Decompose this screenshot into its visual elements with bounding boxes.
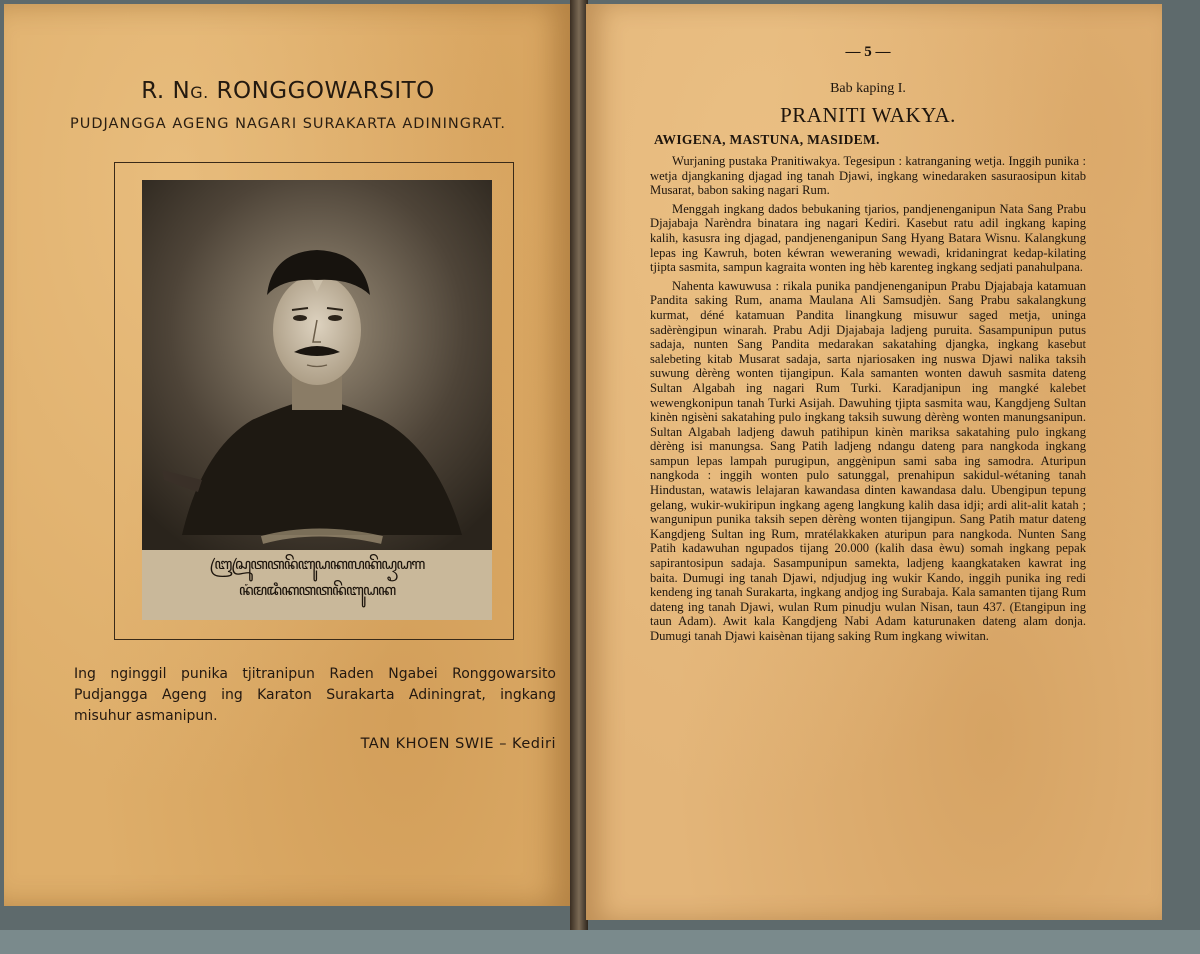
invocation: AWIGENA, MASTUNA, MASIDEM. (654, 132, 880, 147)
javanese-script-line-1: ꦧꦿꦱꦿꦸꦠꦠꦤꦼꦧꦸꦝꦏꦭꦏꦼꦝꦽꦝꦒ (209, 555, 425, 573)
paragraph: Menggah ingkang dados bebukaning tjarios, pandjenenganipun Nata Sang Prabu Djajabaja Narèndra binatara ing nagari Kediri. Kasebut ratu adil ingkang kaping kalih, kasusra ing djagad, pandjenenganipun Sang Hyang Batara Wisnu. Kalangkung lepas ing Kawruh, boten kéwran weweraning wewadi, kridaningrat kedap-kilating tjipta sasmita, sampun kagraita wonten ing hèb karenteg ingkang sedjati panahulpana. (650, 201, 1086, 275)
portrait-page-subtitle: PUDJANGGA AGENG NAGARI SURAKARTA ADININGRAT. (70, 116, 506, 132)
left-page (4, 4, 572, 906)
scanner-edge (0, 930, 1200, 954)
portrait-image (142, 180, 492, 620)
publisher-line: TAN KHOEN SWIE – Kediri (360, 736, 556, 752)
paragraph: Wurjaning pustaka Pranitiwakya. Tegesipun : katranganing wetja. Inggih punika : wetja djangkaning djagad ing tanah Djawi, ingkang winedaraken sasuraosipun kitab Musarat, babon saking nagari Rum. (650, 154, 1086, 198)
portrait-caption: Ing nginggil punika tjitranipun Raden Ngabei Ronggowarsito Pudjangga Ageng ing Karaton Surakarta Adiningrat, ingkang misuhur asmanipun. (74, 666, 556, 724)
right-page (586, 4, 1162, 920)
page-number: — 5 — (845, 44, 891, 60)
text-page-body (650, 44, 1086, 648)
portrait-page-title: R. NG. RONGGOWARSITO (141, 78, 435, 104)
paragraph: Nahenta kawuwusa : rikala punika pandjenenganipun Prabu Djajabaja katamuan Pandita saking Rum, anama Maulana Ali Samsudjèn. Sang Prabu sakalangkung kurmat, déné katamuan Pandita linangkung misuwur saged metja, uninga sadèrèngipun winarah. Prabu Adji Djajabaja ladjeng puruita. Sasampunipun putus sadaja, nunten Sang Pandita medarakan sakatahing djangka, ingkang kasebut salebeting kitab Musarat sadaja, sarta njariosaken ing nuswa Djawi nalika taksih suwung dèrèng wonten tijangipun. Kala samanten wonten dawuh sasmita dateng Sultan Algabah ing nagari Rum Turki. Karadjanipun ing mangké kalebet wewengkonipun tanah Turki Asijah. Dawuhing tjipta sasmita wau, Kangdjeng Sultan kinèn ngisèni sakatahing pulo ingkang taksih suwung dèrèng wonten manungsanipun. Sultan Algabah ladjeng dawuh patihipun kinèn mariksa sakatahing pulo ingkang dèrèng isi manungsa. Sang Patih ladjeng ndangu dateng para nangkoda ingkang sampun lepas lampah purugipun, anggènipun sami saba ing samodra. Aturipun nangkoda : inggih wonten pulo satunggal, prenahipun sakidul-wétaning tanah Hindustan, watawis lelajaran kawandasa dinten kawandasa dalu. Ubengipun tepung gelang, wukir-wukiripun ingkang ageng langkung kalih dasa idji; ardi alit-alit katah ; wangunipun punika taksih sepen dèrèng wonten tijangipun. Sang Patih matur dateng Kangdjeng Sultan ing Rum, mratélakkaken aturipun para nangkoda. Nunten Sang Patih kadawuhan ngupados tijang 20.000 (kalih dasa èwu) somah ingkang pepak sapirantosipun sadaja. Sasampunipun samekta, ladjeng kaangkataken kawrat ing baita. Dumugi ing tanah Djawi, ndjudjug ing wukir Kando, inggih punika ing redi kendeng ing tanah Surakarta, ingkang andjog ing Surabaja. Kala samanten tijang Rum dateng ing tanah Djawi, wulan Rum pinudju wulan Nisan, taun 437. (Etangipun ing taun Adam). Awit kala Kangdjeng Nabi Adam katurunaken dateng alam donja. Dumugi tanah Djawi kaisènan tijang saking Rum ingkang wiwitan. (650, 278, 1086, 643)
chapter-heading: PRANITI WAKYA. (780, 103, 956, 127)
javanese-script-line-2: ꦤꦁꦩꦢꦶꦏꦠꦠꦤꦼꦧꦸꦝꦏ (238, 581, 396, 599)
chapter-label: Bab kaping I. (830, 81, 906, 96)
